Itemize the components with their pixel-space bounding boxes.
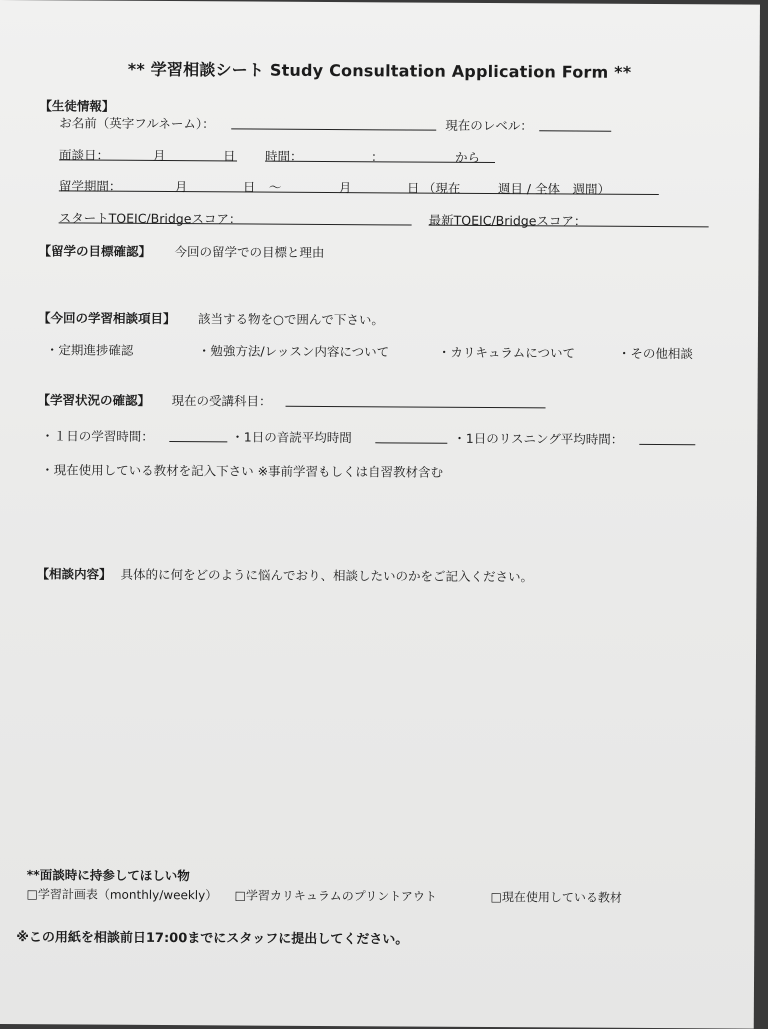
study-time-field[interactable]: [169, 441, 227, 442]
consult-header: 【相談内容】: [36, 566, 112, 582]
listening-field[interactable]: [639, 444, 695, 445]
student-info-header: 【生徒情報】: [39, 98, 115, 114]
bring-item[interactable]: □学習計画表（monthly/weekly）: [26, 887, 218, 903]
period-day-2: 日: [406, 180, 420, 196]
topic-item[interactable]: ・勉強方法/レッスン内容について: [197, 343, 390, 360]
topics-header: 【今回の学習相談項目】: [38, 310, 176, 327]
time-label: 時間：: [265, 148, 303, 164]
start-score-label: スタートTOEIC/Bridgeスコア：: [58, 210, 242, 227]
page-title: ** 学習相談シート Study Consultation Application Form **: [127, 59, 632, 82]
date-month: 月: [153, 147, 166, 164]
submission-notice: ※この用紙を相談前日17:00までにスタッフに提出してください。: [16, 930, 409, 948]
topics-instruction: 該当する物を○で囲んで下さい。: [198, 311, 385, 328]
current-week-text: （現在 週目 / 全体 週間）: [422, 180, 611, 197]
period-tilde: 〜: [268, 179, 282, 195]
latest-score-label: 最新TOEIC/Bridgeスコア：: [428, 212, 587, 229]
period-label: 留学期間：: [58, 178, 122, 194]
subjects-label: 現在の受講科目：: [171, 393, 272, 409]
level-label: 現在のレベル：: [445, 117, 533, 134]
bring-item[interactable]: □学習カリキュラムのプリントアウト: [234, 888, 437, 904]
time-kara: から: [455, 149, 481, 165]
date-label: 面談日：: [59, 147, 110, 163]
study-time-label: ・１日の学習時間：: [41, 428, 154, 444]
topic-item[interactable]: ・定期進捗確認: [45, 342, 134, 358]
period-day-1: 日: [242, 179, 256, 195]
time-colon: ：: [371, 149, 384, 165]
topic-item[interactable]: ・その他相談: [617, 345, 693, 362]
status-header: 【学習状況の確認】: [37, 392, 151, 408]
goal-text: 今回の留学での目標と理由: [174, 244, 325, 260]
goal-header: 【留学の目標確認】: [38, 243, 152, 259]
subjects-field[interactable]: [286, 406, 546, 409]
period-month-2: 月: [338, 180, 352, 196]
topic-item[interactable]: ・カリキュラムについて: [437, 344, 576, 361]
level-field[interactable]: [539, 130, 611, 131]
date-day: 日: [223, 148, 236, 164]
name-field[interactable]: [231, 128, 436, 130]
name-label: お名前（英字フルネーム）：: [59, 115, 215, 132]
bring-item[interactable]: □現在使用している教材: [490, 890, 622, 905]
bring-header: **面談時に持参してほしい物: [26, 867, 190, 884]
period-month-1: 月: [174, 179, 188, 195]
listening-label: ・1日のリスニング平均時間：: [453, 430, 624, 447]
reading-field[interactable]: [375, 442, 447, 443]
reading-label: ・1日の音読平均時間: [231, 429, 352, 446]
consult-text: 具体的に何をどのように悩んでおり、相談したいのかをご記入ください。: [120, 566, 534, 585]
materials-label: ・現在使用している教材を記入下さい ※事前学習もしくは自習教材含む: [41, 462, 444, 480]
